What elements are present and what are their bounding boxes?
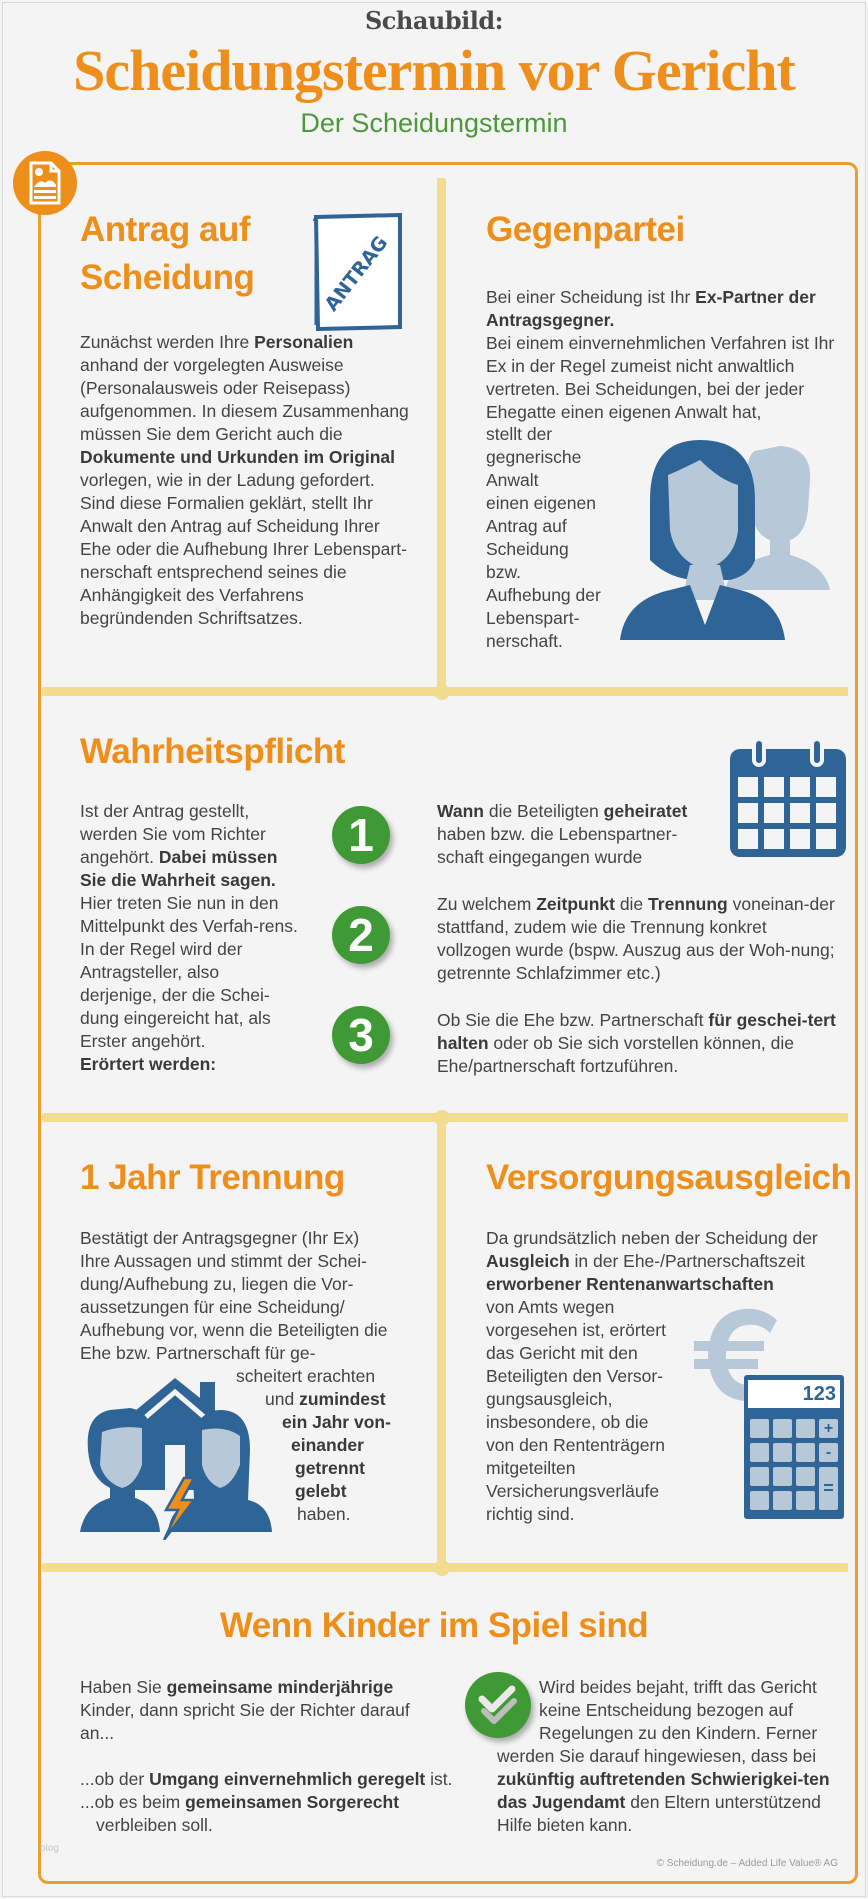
pre-title: Schaubild: (364, 6, 504, 35)
divider-joint (434, 1110, 450, 1126)
wahrheit-item-3: Ob Sie die Ehe bzw. Partnerschaft für geschei-tert halten oder ob Sie sich vorstellen können, die Ehe/partnerschaft fortzuführen. (437, 1010, 836, 1076)
gegenpartei-narrow-text: stellt der gegnerische Anwalt einen eigenen Antrag auf Scheidung bzw. Aufhebung der Lebenspart- nerschaft. (486, 424, 601, 651)
section-title-kinder: Wenn Kinder im Spiel sind (219, 1606, 649, 1645)
gegenpartei-intro: Bei einer Scheidung ist Ihr Ex-Partner der Antragsgegner. Bei einem einvernehmlichen Verfahren ist Ihr Ex in der Regel zumeist nicht anwaltlich vertreten. Bei Scheidungen, bei der jeder Ehegatte einen eigenen Anwalt hat, (486, 287, 835, 422)
divider-joint (434, 684, 450, 700)
page-title: Scheidungstermin vor Gericht (73, 38, 795, 103)
two-persons-icon (620, 440, 840, 640)
kinder-point-2: ...ob es beim gemeinsamen Sorgerecht verbleiben soll. (80, 1792, 400, 1835)
section-title-antrag: Antrag auf Scheidung (80, 210, 255, 297)
trennung-line-und: und zumindest (265, 1389, 386, 1409)
kinder-point-1: ...ob der Umgang einvernehmlich geregelt ist. (80, 1769, 453, 1789)
kinder-intro: Haben Sie gemeinsame minderjährige Kinder, dann spricht Sie der Richter darauf an... (80, 1677, 410, 1743)
number-badge-1: 1 (332, 806, 390, 864)
section-title-wahrheit: Wahrheitspflicht (80, 732, 345, 771)
trennung-line-scheitert: scheitert erachten (236, 1366, 376, 1386)
antrag-stamp-icon (312, 213, 404, 331)
antrag-paragraph: Zunächst werden Ihre Personalien anhand der vorgelegten Ausweise (Personalausweis oder Reisepass) aufgenommen. In diesem Zusammenhang müssen Sie dem Gericht auch die Dokumente und Urkunden im Original vorlegen, wie in der Ladung gefordert. Sind diese Formalien geklärt, stellt Ihr Anwalt den Antrag auf Scheidung Ihrer Ehe oder die Aufhebung Ihrer Lebenspart-nerschaft entsprechend seines die Anhängigkeit des Verfahrens begründenden Schriftsatzes. (80, 332, 409, 628)
trennung-last-line: haben. (297, 1504, 351, 1524)
section-title-versorgung: Versorgungsausgleich (486, 1158, 852, 1197)
kinder-right-paragraph: Wird beides bejaht, trifft das Gericht keine Entscheidung bezogen auf Regelungen zu den Kindern. Ferner werden Sie darauf hingewiesen, dass bei zukünftig auftretenden Schwierigkei-ten das Jugendamt den Eltern unterstützend Hilfe bieten kann. (497, 1677, 830, 1835)
page-subtitle: Der Scheidungstermin (300, 108, 568, 138)
trennung-bold-lines: ein Jahr von- einander getrennt gelebt (282, 1412, 391, 1501)
svg-text:ANTRAG: ANTRAG (320, 232, 393, 316)
calculator-icon (744, 1375, 844, 1519)
divider-col-1 (437, 178, 446, 690)
document-image-icon (13, 151, 77, 215)
wahrheit-paragraph: Ist der Antrag gestellt, werden Sie vom Richter angehört. Dabei müssen Sie die Wahrheit sagen. Hier treten Sie nun in den Mittelpunkt des Verfah-rens. In der Regel wird der Antragsteller, also derjenige, der die Schei-dung eingereicht hat, als Erster angehört. Erörtert werden: (80, 801, 298, 1074)
calendar-icon (728, 733, 848, 861)
wahrheit-item-1: Wann die Beteiligten geheiratet haben bzw. die Lebenspartner-schaft eingegangen wurde (437, 801, 688, 867)
versorgung-intro: Da grundsätzlich neben der Scheidung der Ausgleich in der Ehe-/Partnerschaftszeit erworbener Rentenanwartschaften (486, 1228, 818, 1294)
trennung-paragraph: Bestätigt der Antragsgegner (Ihr Ex) Ihre Aussagen und stimmt der Schei-dung/Aufhebung zu, liegen die Vor-aussetzungen für eine Scheidung/ Aufhebung vor, wenn die Beteiligten die Ehe bzw. Partnerschaft für ge- (80, 1228, 388, 1363)
calculator-keypad: + - = (750, 1419, 838, 1513)
calculator-display: 123 (748, 1380, 840, 1408)
section-title-trennung: 1 Jahr Trennung (80, 1158, 345, 1197)
number-badge-3: 3 (332, 1006, 390, 1064)
copyright-notice: © Scheidung.de – Added Life Value® AG (656, 1858, 838, 1869)
wahrheit-item-2: Zu welchem Zeitpunkt die Trennung voneinan-der stattfand, zudem wie die Trennung konkret vollzogen wurde (bspw. Auszug aus der Woh-nung; getrennte Schlafzimmer etc.) (437, 894, 835, 983)
versorgung-narrow-text: von Amts wegen vorgesehen ist, erörtert das Gericht mit den Beteiligten den Versor- gungsausgleich, insbesondere, ob die von den Rententrägern mitgeteilten Versicherungsverläufe richtig sind. (486, 1297, 666, 1524)
watermark: blog (40, 1843, 59, 1854)
divider-joint (434, 1560, 450, 1576)
divider-col-2 (437, 1113, 446, 1566)
number-badge-2: 2 (332, 906, 390, 964)
couple-house-lightning-icon (80, 1370, 280, 1540)
section-title-gegenpartei: Gegenpartei (486, 210, 685, 249)
